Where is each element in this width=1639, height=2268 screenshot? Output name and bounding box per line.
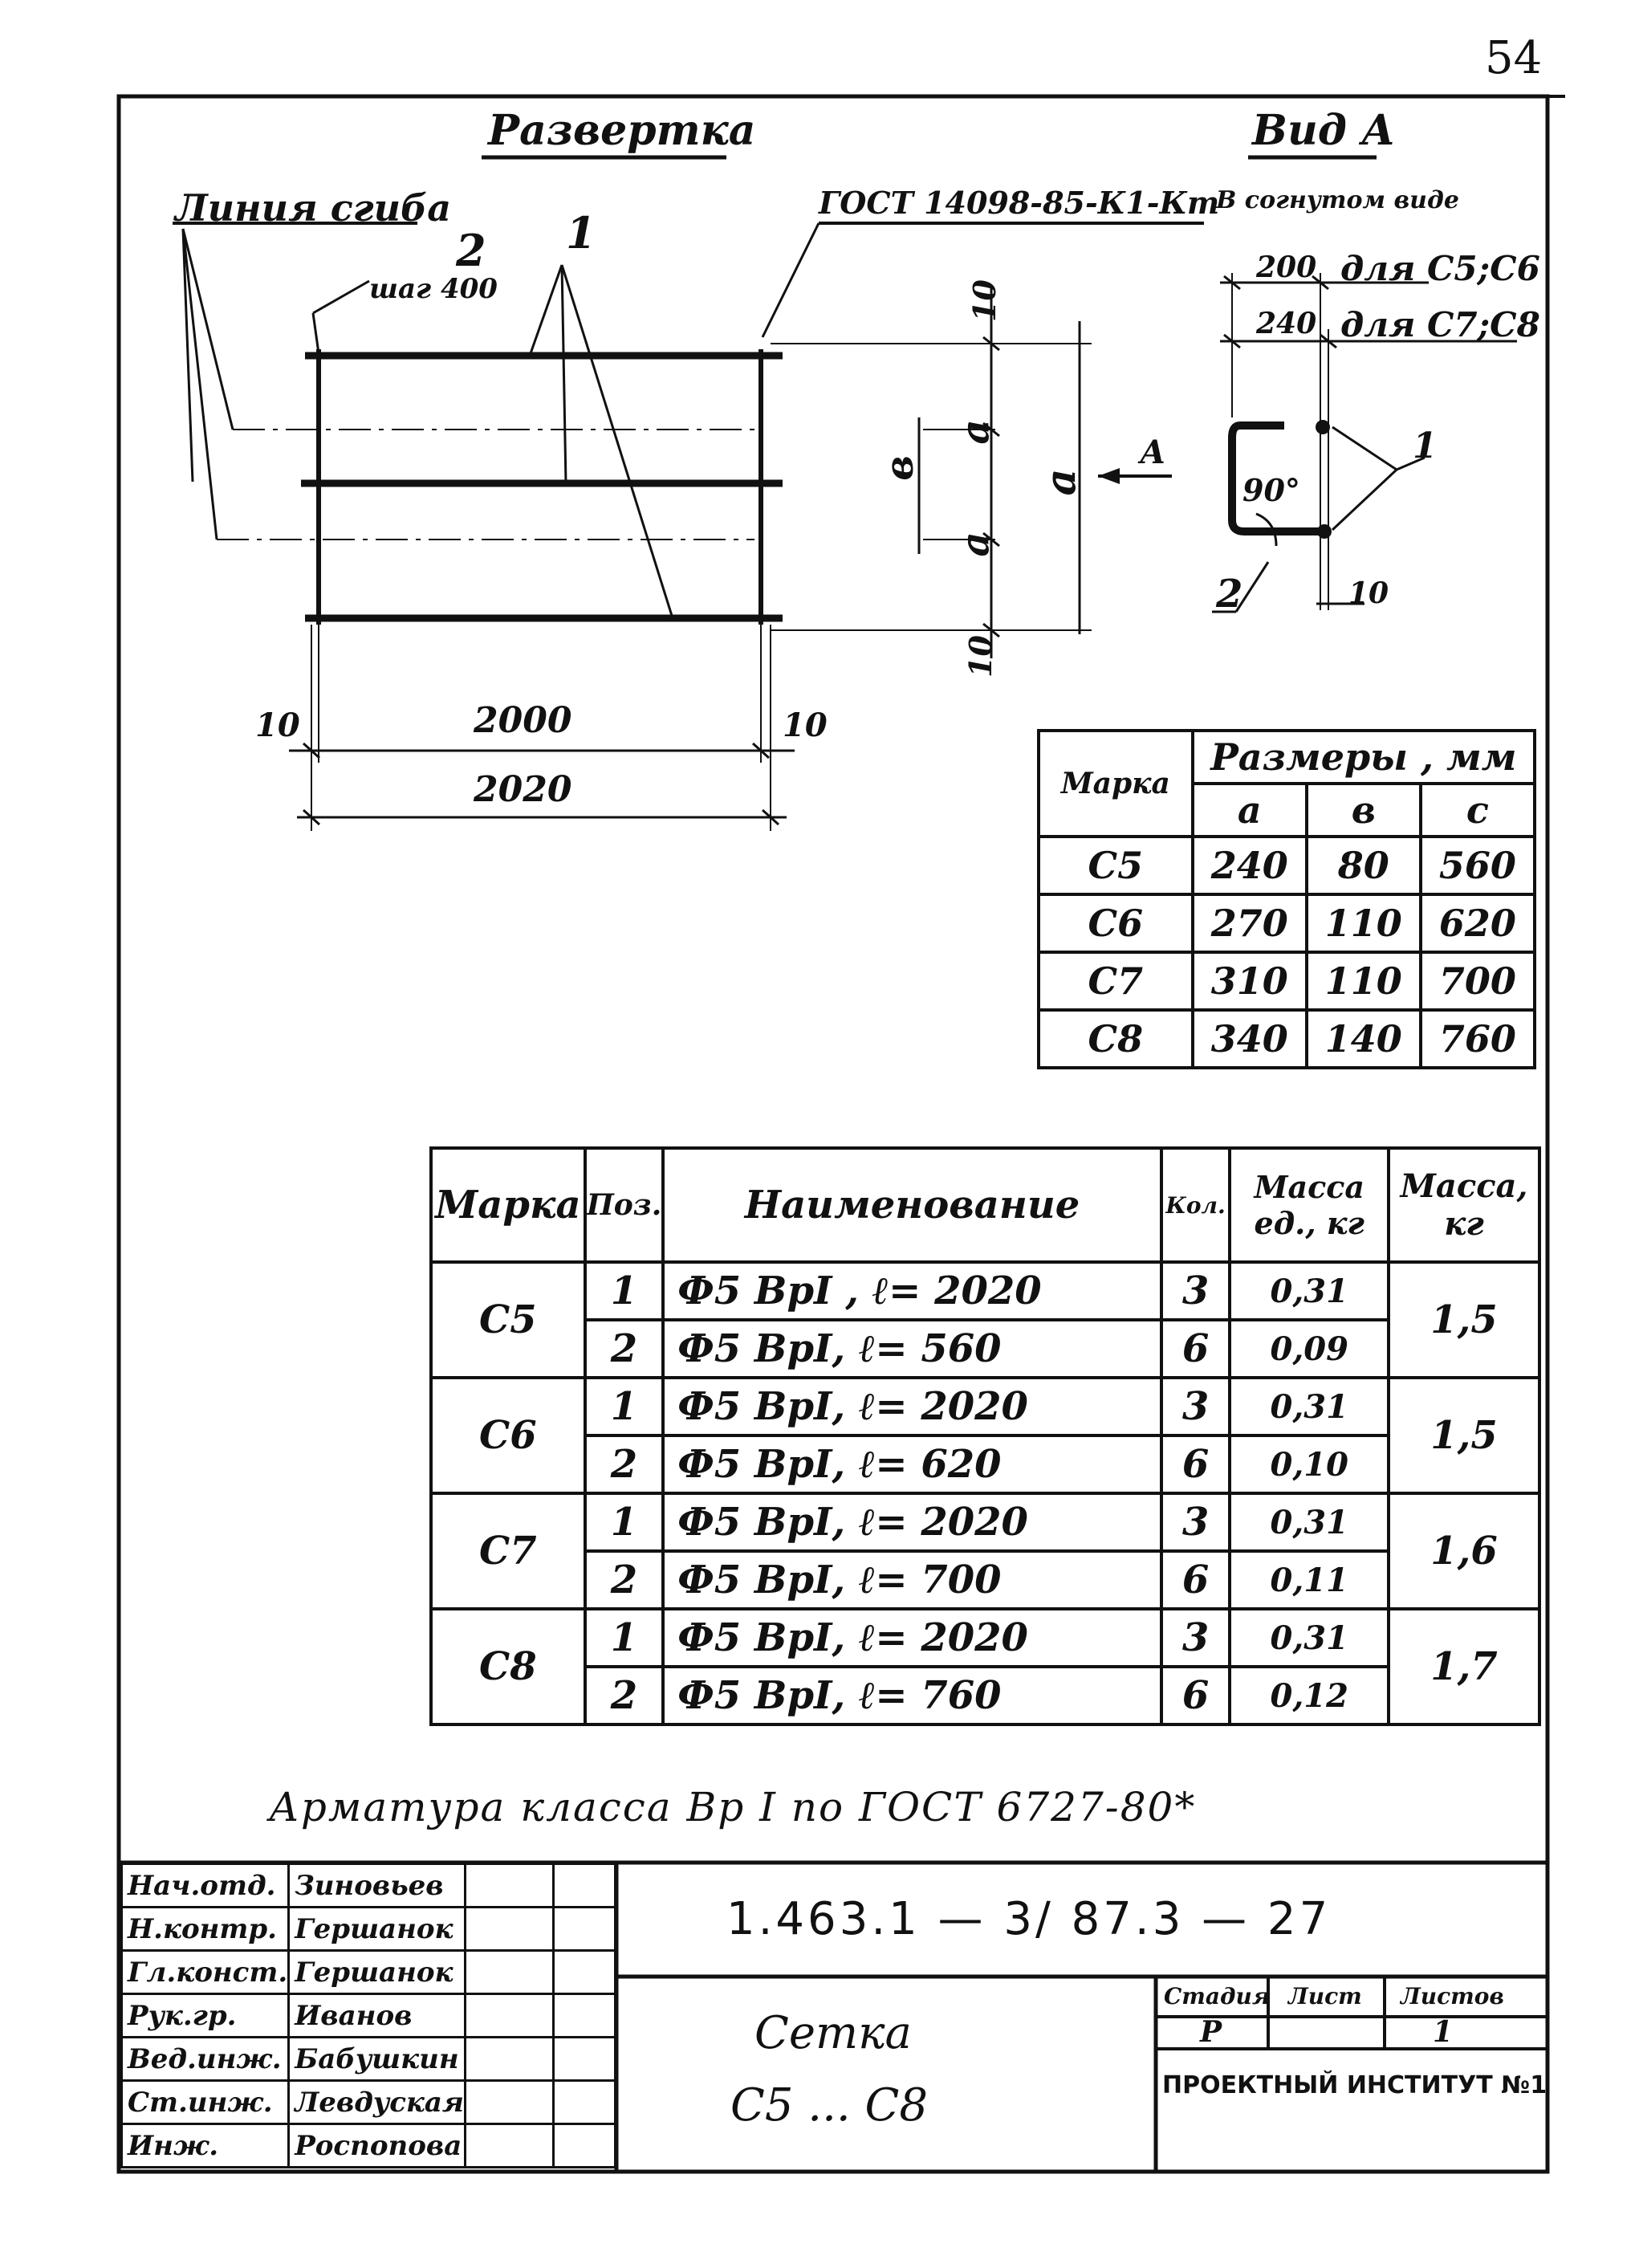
sizes-table (1037, 729, 1536, 1069)
reinforcement-note: Арматура класса Вр I по ГОСТ 6727-80* (269, 1784, 1197, 1830)
table-row (431, 1435, 1539, 1493)
spec-name: Ф5 ВрI, ℓ= 700 (663, 1551, 1161, 1609)
table-row (122, 1994, 616, 2038)
sizes-col-c: с (1421, 784, 1535, 837)
sizes-c: 620 (1421, 894, 1535, 952)
role-label: Гл.конст. (122, 1951, 289, 1994)
role-name: Зиновьев (289, 1864, 466, 1908)
spec-unit-mass: 0,31 (1230, 1262, 1389, 1320)
arrow-a-label: А (1140, 434, 1166, 471)
table-row (431, 1320, 1539, 1378)
sizes-col-a: a (1193, 784, 1307, 837)
spec-pos: 1 (585, 1262, 664, 1320)
table-row (1039, 1010, 1535, 1068)
role-name: Иванов (289, 1994, 466, 2038)
dim-b-1: в (876, 455, 922, 481)
unfold-title: Развертка (488, 106, 756, 155)
spec-name: Ф5 ВрI, ℓ= 2020 (663, 1609, 1161, 1667)
sizes-col-b: в (1307, 784, 1421, 837)
spec-pos: 2 (585, 1667, 664, 1724)
document-code: 1.463.1 — 3/ 87.3 — 27 (726, 1893, 1332, 1945)
step-label: шаг 400 (369, 273, 498, 305)
sizes-c: 560 (1421, 837, 1535, 894)
spec-qty: 3 (1161, 1493, 1230, 1551)
sizes-a: 240 (1193, 837, 1307, 894)
dim-10-bottom: 10 (962, 635, 998, 678)
signatures-table (120, 1863, 616, 2168)
spec-mark: С8 (431, 1609, 585, 1724)
sizes-mark: С8 (1039, 1010, 1193, 1068)
table-row (1039, 894, 1535, 952)
spec-mass: 1,5 (1389, 1262, 1539, 1378)
view-dim-10: 10 (1348, 576, 1389, 610)
sheet-header: Лист (1288, 1983, 1362, 2009)
spec-name: Ф5 ВрI, ℓ= 760 (663, 1667, 1161, 1724)
spec-mass: 1,7 (1389, 1609, 1539, 1724)
spec-header-mass: Масса, кг (1389, 1148, 1539, 1262)
table-row (431, 1493, 1539, 1551)
spec-header-pos: Поз. (585, 1148, 664, 1262)
spec-mass: 1,6 (1389, 1493, 1539, 1609)
dim-10-top: 10 (966, 279, 1003, 322)
item-name-line2: С5 ... С8 (730, 2079, 928, 2132)
sizes-mark: С6 (1039, 894, 1193, 952)
spec-name: Ф5 ВрI, ℓ= 2020 (663, 1378, 1161, 1435)
table-row (122, 1864, 616, 1908)
item-name-line1: Сетка (754, 2007, 912, 2059)
role-label: Рук.гр. (122, 1994, 289, 2038)
view-subtitle: В согнутом виде (1216, 186, 1459, 214)
spec-header-mass-unit: Масса ед., кг (1230, 1148, 1389, 1262)
view-dim-240: 240 (1256, 307, 1317, 340)
spec-name: Ф5 ВрI , ℓ= 2020 (663, 1262, 1161, 1320)
role-label: Инж. (122, 2124, 289, 2168)
sizes-b: 140 (1307, 1010, 1421, 1068)
spec-qty: 6 (1161, 1551, 1230, 1609)
table-row (431, 1378, 1539, 1435)
sizes-b: 110 (1307, 952, 1421, 1010)
spec-qty: 3 (1161, 1609, 1230, 1667)
sizes-b: 80 (1307, 837, 1421, 894)
angle-label: 90° (1242, 472, 1300, 508)
sizes-b: 110 (1307, 894, 1421, 952)
dim-left-10: 10 (255, 706, 300, 744)
table-row (1039, 837, 1535, 894)
dim-a-total: a (1036, 468, 1086, 496)
view-a-title: Вид А (1252, 106, 1396, 155)
spec-unit-mass: 0,31 (1230, 1493, 1389, 1551)
spec-header-mark: Марка (431, 1148, 585, 1262)
view-for-c5c6: для С5;С6 (1340, 249, 1540, 288)
spec-pos: 1 (585, 1609, 664, 1667)
spec-mark: С5 (431, 1262, 585, 1378)
position-2-label: 2 (456, 225, 486, 276)
dim-right-10: 10 (783, 706, 828, 744)
sizes-mark: С5 (1039, 837, 1193, 894)
table-row (431, 1551, 1539, 1609)
table-row (431, 1609, 1539, 1667)
dim-a-lower: a (953, 531, 998, 557)
role-name: Роспопова (289, 2124, 466, 2168)
table-row (122, 2081, 616, 2124)
dim-a-upper: a (953, 419, 998, 445)
table-row (431, 1667, 1539, 1724)
spec-pos: 1 (585, 1378, 664, 1435)
spec-pos: 1 (585, 1493, 664, 1551)
table-row (1039, 952, 1535, 1010)
sizes-a: 340 (1193, 1010, 1307, 1068)
table-row (431, 1262, 1539, 1320)
sheets-value: 1 (1433, 2015, 1454, 2049)
spec-unit-mass: 0,11 (1230, 1551, 1389, 1609)
spec-unit-mass: 0,10 (1230, 1435, 1389, 1493)
stage-value: Р (1200, 2015, 1222, 2049)
role-name: Гершанок (289, 1951, 466, 1994)
view-dim-200: 200 (1256, 250, 1317, 284)
organization-name: ПРОЕКТНЫЙ ИНСТИТУТ №1 (1162, 2071, 1547, 2099)
sizes-c: 760 (1421, 1010, 1535, 1068)
bend-line-label: Линия сгиба (175, 186, 452, 230)
sheets-header: Листов (1401, 1983, 1504, 2009)
sizes-a: 270 (1193, 894, 1307, 952)
spec-mark: С7 (431, 1493, 585, 1609)
spec-pos: 2 (585, 1435, 664, 1493)
position-1-label: 1 (566, 207, 596, 259)
spec-qty: 3 (1161, 1262, 1230, 1320)
spec-unit-mass: 0,09 (1230, 1320, 1389, 1378)
spec-name: Ф5 ВрI, ℓ= 2020 (663, 1493, 1161, 1551)
role-label: Ст.инж. (122, 2081, 289, 2124)
spec-header-name: Наименование (663, 1148, 1161, 1262)
sizes-a: 310 (1193, 952, 1307, 1010)
page-number: 54 (1485, 32, 1543, 84)
spec-name: Ф5 ВрI, ℓ= 620 (663, 1435, 1161, 1493)
spec-pos: 2 (585, 1551, 664, 1609)
role-label: Вед.инж. (122, 2038, 289, 2081)
spec-qty: 6 (1161, 1435, 1230, 1493)
dim-2000: 2000 (474, 700, 572, 741)
spec-unit-mass: 0,12 (1230, 1667, 1389, 1724)
table-row (122, 2038, 616, 2081)
spec-header-qty: Кол. (1161, 1148, 1230, 1262)
spec-qty: 3 (1161, 1378, 1230, 1435)
view-position-2: 2 (1216, 572, 1243, 617)
spec-unit-mass: 0,31 (1230, 1378, 1389, 1435)
role-label: Нач.отд. (122, 1864, 289, 1908)
view-position-1: 1 (1413, 426, 1438, 466)
sizes-mark: С7 (1039, 952, 1193, 1010)
stage-header: Стадия (1164, 1983, 1271, 2009)
table-row (122, 1951, 616, 1994)
spec-mass: 1,5 (1389, 1378, 1539, 1493)
role-name: Бабушкин (289, 2038, 466, 2081)
spec-pos: 2 (585, 1320, 664, 1378)
spec-unit-mass: 0,31 (1230, 1609, 1389, 1667)
view-for-c7c8: для С7;С8 (1340, 305, 1540, 344)
gost-label: ГОСТ 14098-85-К1-Кт (819, 185, 1220, 221)
dim-2020: 2020 (474, 769, 572, 810)
sizes-header-sizes: Размеры , мм (1193, 731, 1535, 784)
specification-table (429, 1146, 1541, 1726)
sizes-header-mark: Марка (1039, 731, 1193, 837)
spec-mark: С6 (431, 1378, 585, 1493)
table-row (122, 1908, 616, 1951)
spec-qty: 6 (1161, 1667, 1230, 1724)
sizes-c: 700 (1421, 952, 1535, 1010)
spec-name: Ф5 ВрI, ℓ= 560 (663, 1320, 1161, 1378)
role-name: Левдуская (289, 2081, 466, 2124)
spec-qty: 6 (1161, 1320, 1230, 1378)
table-row (122, 2124, 616, 2168)
role-label: Н.контр. (122, 1908, 289, 1951)
role-name: Гершанок (289, 1908, 466, 1951)
